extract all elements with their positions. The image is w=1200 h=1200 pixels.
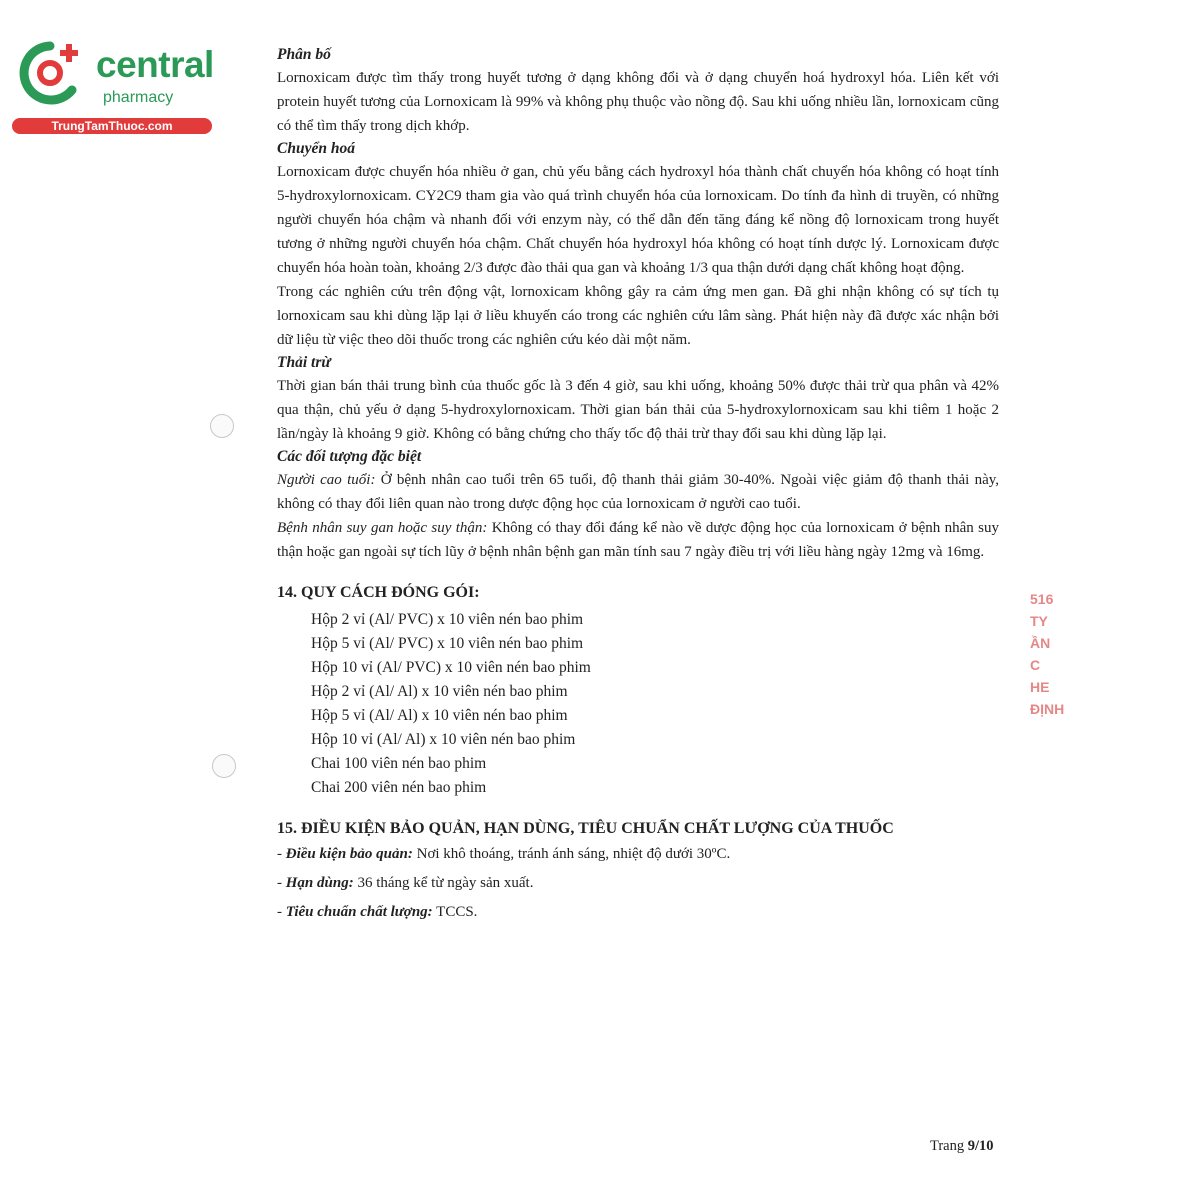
heading-phan-bo: Phân bố: [277, 46, 331, 63]
heading-thai-tru: Thải trừ: [277, 354, 331, 371]
list-item: Chai 100 viên nén bao phim: [311, 755, 487, 772]
list-item: Hộp 5 vỉ (Al/ PVC) x 10 viên nén bao phim: [311, 635, 584, 652]
heading-storage: 15. ĐIỀU KIỆN BẢO QUẢN, HẠN DÙNG, TIÊU CHUẨN CHẤT LƯỢNG CỦA THUỐC: [277, 820, 894, 837]
heading-doi-tuong: Các đối tượng đặc biệt: [277, 448, 422, 465]
page-value: 9/10: [967, 1138, 994, 1154]
logo-url-badge: TrungTamThuoc.com: [12, 118, 212, 134]
stamp-line: 516: [1030, 591, 1054, 607]
elderly-label: Người cao tuổi:: [277, 472, 376, 488]
paragraph-chuyen-hoa-2: Trong các nghiên cứu trên động vật, lornoxicam không gây ra cảm ứng men gan. Đã ghi nhận không có sự tích tụ lornoxicam sau khi dùng lặp lại ở liều khuyến cáo trong các nghiên cứu lâm sàng. Phát hiện này đã được xác nhận bởi dữ liệu từ việc theo dõi thuốc trong các nghiên cứu kéo dài một năm.: [277, 284, 999, 348]
packaging-list: [311, 608, 999, 800]
storage-label: Điều kiện bảo quản: [285, 846, 408, 862]
list-item: - Tiêu chuẩn chất lượng: TCCS.: [277, 904, 478, 920]
list-item: Hộp 10 vỉ (Al/ Al) x 10 viên nén bao phim: [311, 731, 576, 748]
elderly-text: Ở bệnh nhân cao tuổi trên 65 tuổi, độ thanh thải giảm 30-40%. Ngoài việc giảm độ thanh thải này, không có thay đổi liên quan nào trong dược động học của lornoxicam ở người cao tuổi.: [277, 472, 1000, 512]
list-item: Hộp 2 vỉ (Al/ PVC) x 10 viên nén bao phim: [311, 611, 584, 628]
paragraph-phan-bo: Lornoxicam được tìm thấy trong huyết tương ở dạng không đổi và ở dạng chuyển hoá hydroxyl hóa. Liên kết với protein huyết tương của Lornoxicam là 99% và không phụ thuộc vào nồng độ. Sau khi uống nhiều lần, lornoxicam cũng có thể tìm thấy trong dịch khớp.: [277, 70, 999, 134]
renal-text: Không có thay đổi đáng kể nào về dược động học của lornoxicam ở bệnh nhân suy thận hoặc gan ngoài sự tích lũy ở bệnh nhân bệnh gan mãn tính sau 7 ngày điều trị với liều hàng ngày 12mg và 16mg.: [277, 520, 999, 560]
shelf-life-value: 36 tháng kể từ ngày sản xuất.: [357, 875, 534, 891]
logo-name: central: [96, 44, 214, 85]
central-logo-icon: [10, 38, 90, 108]
list-item: Hộp 5 vỉ (Al/ Al) x 10 viên nén bao phim: [311, 707, 568, 724]
stamp-line: C: [1030, 657, 1041, 673]
list-item: - Hạn dùng: 36 tháng kể từ ngày sản xuất.: [277, 875, 534, 891]
stamp-line: TY: [1030, 613, 1048, 629]
shelf-life-label: Hạn dùng: [285, 875, 349, 891]
paragraph-renal: [277, 516, 999, 564]
page-label: Trang: [930, 1138, 965, 1154]
quality-label: Tiêu chuẩn chất lượng: [285, 904, 428, 920]
document-body: [277, 44, 999, 927]
red-stamp-fragment: [1030, 588, 1065, 748]
logo-subtitle: pharmacy: [103, 89, 174, 106]
storage-value: Nơi khô thoáng, tránh ánh sáng, nhiệt độ dưới 30ºC.: [416, 846, 731, 862]
stamp-line: ĐỊNH: [1030, 701, 1065, 717]
heading-packaging: 14. QUY CÁCH ĐÓNG GÓI:: [277, 584, 480, 601]
renal-label: Bệnh nhân suy gan hoặc suy thận:: [277, 520, 488, 536]
pharmacy-logo[interactable]: [10, 38, 215, 138]
list-item: Hộp 10 vỉ (Al/ PVC) x 10 viên nén bao phim: [311, 659, 591, 676]
storage-list: [277, 840, 999, 927]
paragraph-chuyen-hoa-1: Lornoxicam được chuyển hóa nhiều ở gan, chủ yếu bằng cách hydroxyl hóa thành chất chuyển hóa không có hoạt tính 5-hydroxylornoxicam. CY2C9 tham gia vào quá trình chuyển hóa của lornoxicam. Do tính đa hình di truyền, có những người chuyển hóa chậm và nhanh đối với enzym này, có thể dẫn đến tăng đáng kể nồng độ lornoxicam trong huyết tương ở những người chuyển hóa chậm. Chất chuyển hóa hydroxyl hóa không có hoạt tính dược lý. Lornoxicam được chuyển hóa hoàn toàn, khoảng 2/3 được đào thải qua gan và khoảng 1/3 qua thận dưới dạng chất không hoạt động.: [277, 164, 999, 276]
page-number: [930, 1138, 994, 1155]
binder-hole-bottom: [212, 754, 236, 778]
list-item: Hộp 2 vỉ (Al/ Al) x 10 viên nén bao phim: [311, 683, 568, 700]
paragraph-thai-tru: Thời gian bán thải trung bình của thuốc gốc là 3 đến 4 giờ, sau khi uống, khoảng 50% được thải trừ qua phân và 42% qua thận, chủ yếu ở dạng 5-hydroxylornoxicam. Thời gian bán thải của 5-hydroxylornoxicam sau khi tiêm 1 hoặc 2 lần/ngày là khoảng 9 giờ. Không có bằng chứng cho thấy tốc độ thải trừ thay đổi sau khi dùng lặp lại.: [277, 378, 999, 442]
paragraph-elderly: [277, 468, 999, 516]
quality-value: TCCS.: [436, 904, 478, 920]
binder-hole-top: [210, 414, 234, 438]
stamp-line: HE: [1030, 679, 1050, 695]
list-item: Chai 200 viên nén bao phim: [311, 779, 487, 796]
stamp-line: ẦN: [1030, 635, 1051, 651]
heading-chuyen-hoa: Chuyển hoá: [277, 140, 355, 157]
list-item: - Điều kiện bảo quản: Nơi khô thoáng, tránh ánh sáng, nhiệt độ dưới 30ºC.: [277, 846, 731, 862]
